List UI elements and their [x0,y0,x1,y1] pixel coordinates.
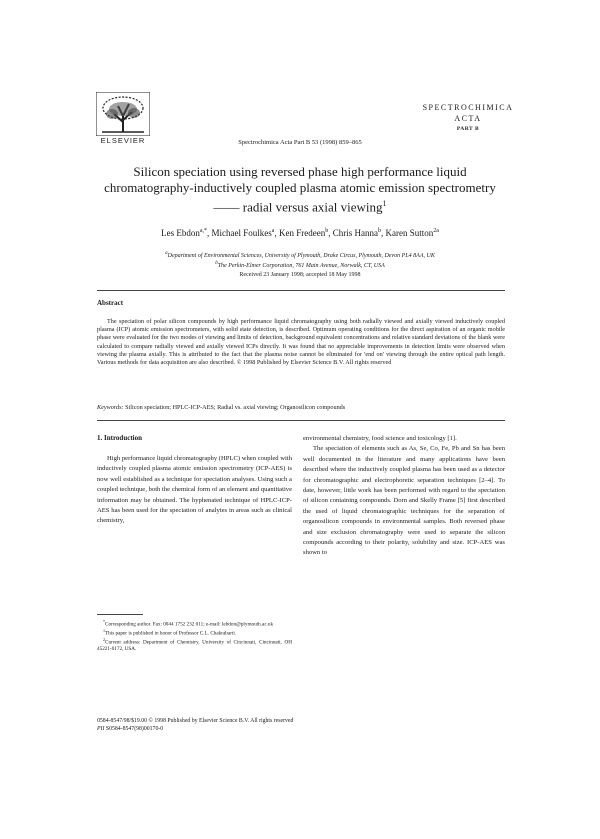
tree-logo-icon [96,92,150,136]
paragraph: environmental chemistry, food science and toxicology [1]. [303,435,457,442]
journal-citation: Spectrochimica Acta Part B 53 (1998) 859–865 [238,139,362,146]
pii-value: S0584-8547(98)00170-0 [105,726,164,732]
author: Chris Hanna$^b$ [332,228,381,238]
right-column [303,434,505,559]
author: Ken Fredeen$^b$ [278,228,329,238]
received-dates: Received 23 January 1998; accepted 18 May 1998 [239,272,361,278]
section-heading: 1. Introduction [97,434,142,442]
author-list: Les Ebdon$^{a,*}$, Michael Foulkes$^a$, Ken Fredeen$^b$, Chris Hanna$^b$, Karen Sutton$^{2a}$ [161,228,439,238]
footnote: $^1$This paper is published in honor of Professor C.L. Chakrabarti. [103,628,237,637]
keywords-label: Keywords: [97,404,124,411]
title-footnote-mark: 1 [382,199,387,208]
footnote-rule [97,614,143,615]
title-text: Silicon speciation using reversed phase high performance liquid chromatography-inductively coupled plasma atomic emission spectrometry —— radial versus axial viewing [104,164,496,215]
brand-line-2: ACTA [454,114,482,123]
keywords-list: Silicon speciation; HPLC-ICP-AES; Radial vs. axial viewing; Organosilicon compounds [125,404,346,411]
body-text [303,434,505,559]
left-column [97,434,292,527]
pii-label: PII [97,726,105,732]
affiliation: $^b$The Perkin-Elmer Corporation, 761 Main Avenue, Norwalk, CT, USA [215,261,385,269]
abstract-heading: Abstract [97,299,124,307]
divider [97,290,505,291]
brand-part: PART B [456,126,480,132]
brand-line-1: SPECTROCHIMICA [422,103,514,112]
paragraph: High performance liquid chromatography (HPLC) when coupled with inductively coupled plasma atomic emission spectrometry (ICP-AES) is now well established as a technique for speciation analyses. Using such a coupled technique, both the chemical form of an element and quantitative information may be obtained. The hyphenated technique of HPLC-ICP-AES has been used for the speciation of analytes in areas such as clinical chemistry, [97,455,292,525]
bottom-matter [97,717,505,733]
footnote: *Corresponding author. Fax: 0044 1752 232 011; e-mail: lebdon@plymouth.ac.uk [103,619,274,628]
journal-brand [418,102,518,135]
keywords [97,404,505,411]
affiliations [60,250,540,270]
pii-line [97,725,505,733]
article-title [100,164,500,215]
copyright-line: 0584-8547/98/$19.00 © 1998 Published by Elsevier Science B.V. All rights reserved [97,718,294,724]
paragraph: The speciation of elements such as As, Se, Co, Fe, Pb and Sn has been well documented in the literature and many applications have been described where the inductively coupled plasma has been used as a detector for chromatographic and electrophoretic separation techniques [2–4]. To date, however, little work has been performed with regard to the speciation of silicon containing compounds. Dorn and Skelly Frame [5] first described the used of liquid chromatographic techniques for the separation of organosilicon compounds in environmental samples. Both reversed phase and size exclusion chromatography were used to separate the silicon compounds according to their polarity, solubility and size. ICP-AES was shown to [303,445,505,557]
publisher-name: ELSEVIER [100,136,146,145]
divider [97,420,505,421]
affiliation: $^a$Department of Environmental Sciences, University of Plymouth, Drake Circus, Plymouth, Devon PL4 8AA, UK [165,251,435,259]
author: Michael Foulkes$^a$ [211,228,275,238]
publisher-logo [96,92,150,146]
footnotes [97,619,292,653]
author: Les Ebdon$^{a,*}$ [161,228,208,238]
abstract-text: The speciation of polar silicon compounds by high performance liquid chromatography using both radially viewed and axially viewed inductively coupled plasma (ICP) atomic emission spectrometers, with solid state detection, is described. Optimum operating conditions for the direct aspiration of an organic mobile phase were evaluated for the two modes of viewing and limits of detection, background equivalent concentrations and relative standard deviations of the blank were calculated to compare radially viewed and axially viewed ICPs directly. It was found that no appreciable improvements in detection limits were observed when viewing the plasma axially. This is attributed to the fact that the plasma noise cannot be eliminated for 'end on' viewing through the entire optical path length. Various methods for data acquisition are also described. © 1998 Published by Elsevier Science B.V. All rights reserved [97,318,505,367]
body-text [97,454,292,527]
footnote: $^2$Current address: Department of Chemistry, University of Cincinnati, Cincinnati, OH 45221-0172, USA. [97,637,292,653]
author: Karen Sutton$^{2a}$ [385,228,439,238]
